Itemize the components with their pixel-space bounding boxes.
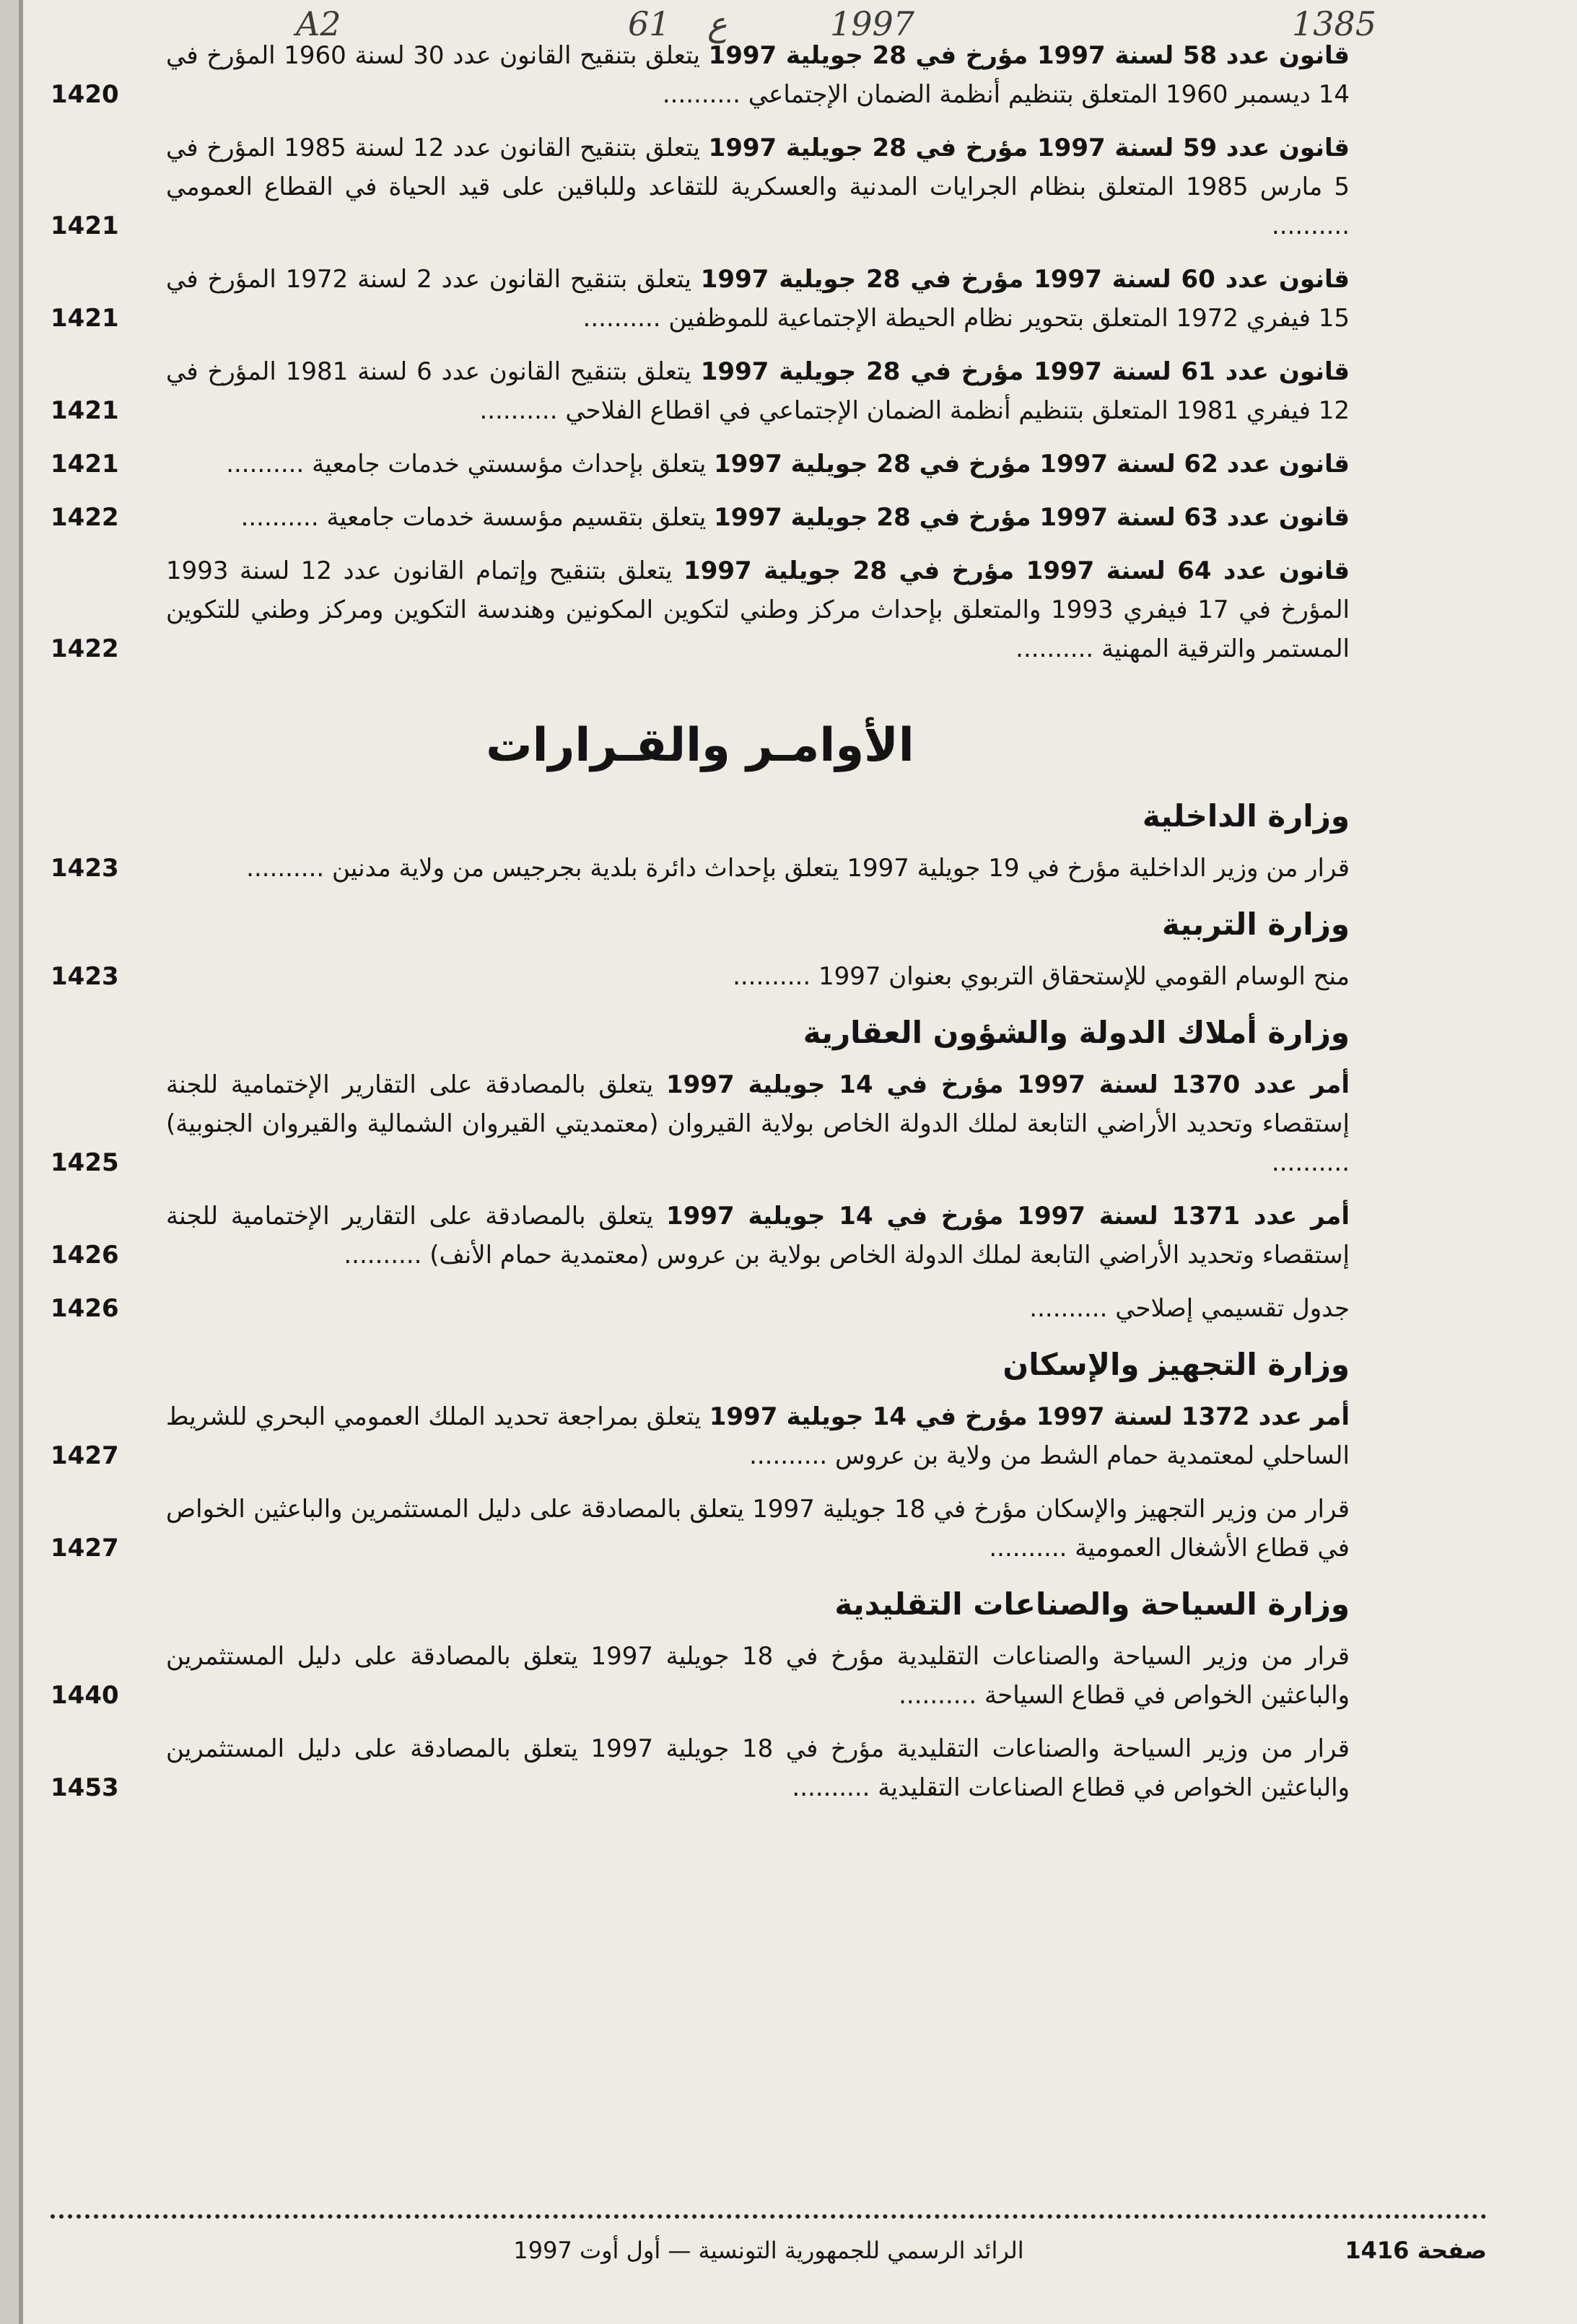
leader-dots: .......... — [246, 854, 333, 883]
entry-description: قرار من وزير الداخلية مؤرخ في 19 جويلية 1997 يتعلق بإحداث دائرة بلدية بجرجيس من ولاية مدنين — [332, 854, 1350, 883]
leader-dots: .......... — [792, 1773, 878, 1802]
table-of-contents — [51, 36, 1350, 1822]
toc-entry — [51, 36, 1350, 114]
toc-entry — [51, 1729, 1350, 1807]
page-ref: 1425 — [51, 1148, 119, 1177]
page-ref: 1422 — [51, 503, 119, 532]
page-ref: 1423 — [51, 854, 119, 883]
entry-text — [166, 1637, 1350, 1715]
leader-dots: .......... — [733, 962, 818, 991]
toc-entry — [51, 1065, 1350, 1182]
leader-dots: .......... — [582, 304, 669, 333]
page-ref: 1423 — [51, 962, 119, 991]
toc-entry — [51, 1637, 1350, 1715]
handwritten-note: 61 — [628, 4, 670, 43]
entry-text — [166, 1397, 1350, 1475]
leader-dots: .......... — [989, 1534, 1075, 1563]
leader-dots: .......... — [749, 1441, 835, 1470]
entry-text — [166, 260, 1350, 338]
entry-heading: أمر عدد 1370 لسنة 1997 مؤرخ في 14 جويلية 1997 — [665, 1070, 1350, 1099]
entry-heading: أمر عدد 1372 لسنة 1997 مؤرخ في 14 جويلية 1997 — [709, 1402, 1350, 1431]
entry-text — [166, 445, 1350, 484]
entry-description: يتعلق بإحداث مؤسستي خدمات جامعية — [312, 450, 715, 479]
page-ref: 1420 — [51, 80, 119, 109]
toc-entry — [51, 260, 1350, 338]
entry-text — [166, 957, 1350, 996]
entry-text — [166, 849, 1350, 888]
page-ref: 1421 — [51, 396, 119, 425]
page-ref: 1421 — [51, 450, 119, 479]
leader-dots: .......... — [1271, 211, 1350, 240]
ministry-heading: وزارة أملاك الدولة والشؤون العقارية — [803, 1015, 1350, 1050]
entry-heading: قانون عدد 62 لسنة 1997 مؤرخ في 28 جويلية 1997 — [714, 450, 1350, 479]
leader-dots: .......... — [1271, 1148, 1350, 1177]
entry-heading: قانون عدد 63 لسنة 1997 مؤرخ في 28 جويلية 1997 — [714, 503, 1350, 532]
entry-heading: قانون عدد 64 لسنة 1997 مؤرخ في 28 جويلية 1997 — [683, 556, 1350, 585]
ministry-heading: وزارة الداخلية — [1142, 798, 1350, 834]
page-ref: 1426 — [51, 1294, 119, 1323]
page-ref: 1422 — [51, 634, 119, 663]
leader-dots: .......... — [240, 503, 327, 532]
entry-description: يتعلق بتنقيح وإتمام القانون عدد 12 لسنة 1993 المؤرخ في 17 فيفري 1993 والمتعلق بإحداث مركز وطني لتكوين المكونين وهندسة التكوين ومركز وطني للتكوين المستمر والترقية المهنية — [166, 556, 1350, 663]
toc-entry — [51, 849, 1350, 888]
page-ref: 1440 — [51, 1681, 119, 1710]
entry-description: يتعلق بتقسيم مؤسسة خدمات جامعية — [326, 503, 715, 532]
toc-entry — [51, 498, 1350, 537]
footer-rule — [51, 2214, 1487, 2219]
ministry-heading: وزارة التجهيز والإسكان — [1002, 1347, 1350, 1382]
entry-description: قرار من وزير السياحة والصناعات التقليدية مؤرخ في 18 جويلية 1997 يتعلق بالمصادقة على دليل المستثمرين والباعثين الخواص في قطاع الصناعات التقليدية — [166, 1734, 1350, 1802]
entry-heading: قانون عدد 58 لسنة 1997 مؤرخ في 28 جويلية 1997 — [708, 41, 1350, 70]
page-ref: 1427 — [51, 1441, 119, 1470]
entry-heading: قانون عدد 60 لسنة 1997 مؤرخ في 28 جويلية 1997 — [700, 265, 1350, 294]
page-ref: 1427 — [51, 1534, 119, 1563]
ministry-heading: وزارة التربية — [1161, 907, 1350, 942]
page-ref: 1453 — [51, 1773, 119, 1802]
toc-entry — [51, 1289, 1350, 1328]
entry-text — [166, 551, 1350, 668]
leader-dots: .......... — [226, 450, 313, 479]
entry-text — [166, 1197, 1350, 1275]
entry-description: يتعلق بتنقيح القانون عدد 6 لسنة 1981 المؤرخ في 12 فيفري 1981 المتعلق بتنظيم أنظمة الضمان الإجتماعي في اقطاع الفلاحي — [166, 357, 1350, 425]
entry-text — [166, 498, 1350, 537]
entry-text — [166, 352, 1350, 430]
entry-description: يتعلق بالمصادقة على التقارير الإختمامية للجنة إستقصاء وتحديد الأراضي التابعة لملك الدولة الخاص بولاية القيروان (معتمديتي القيروان الشمالية والقيروان الجنوبية) — [166, 1070, 1350, 1138]
toc-entry — [51, 1197, 1350, 1275]
handwritten-note: ع — [707, 4, 728, 43]
toc-entry — [51, 1490, 1350, 1568]
entry-description: يتعلق بتنقيح القانون عدد 2 لسنة 1972 المؤرخ في 15 فيفري 1972 المتعلق بتحوير نظام الحيطة الإجتماعية للموظفين — [166, 265, 1350, 333]
entry-description: قرار من وزير السياحة والصناعات التقليدية مؤرخ في 18 جويلية 1997 يتعلق بالمصادقة على دليل المستثمرين والباعثين الخواص في قطاع السياحة — [166, 1642, 1350, 1710]
entry-description: يتعلق بمراجعة تحديد الملك العمومي البحري للشريط الساحلي لمعتمدية حمام الشط من ولاية بن عروس — [166, 1402, 1350, 1470]
toc-entry — [51, 957, 1350, 996]
handwritten-note: 1997 — [830, 4, 915, 43]
laws-list — [51, 36, 1350, 668]
toc-entry — [51, 128, 1350, 245]
entry-text — [166, 1729, 1350, 1807]
toc-entry — [51, 445, 1350, 484]
leader-dots: .......... — [1029, 1294, 1116, 1323]
handwritten-note: 1385 — [1292, 4, 1377, 43]
entry-description: يتعلق بتنقيح القانون عدد 12 لسنة 1985 المؤرخ في 5 مارس 1985 المتعلق بنظام الجرايات المدنية والعسكرية للتقاعد وللباقين على قيد الحياة في القطاع العمومي — [166, 134, 1350, 201]
entry-description: قرار من وزير التجهيز والإسكان مؤرخ في 18 جويلية 1997 يتعلق بالمصادقة على دليل المستثمرين والباعثين الخواص في قطاع الأشغال العمومية — [166, 1495, 1350, 1563]
section-title: الأوامـر والقـرارات — [486, 719, 914, 772]
page-ref: 1421 — [51, 211, 119, 240]
entry-description: يتعلق بتنقيح القانون عدد 30 لسنة 1960 المؤرخ في 14 ديسمبر 1960 المتعلق بتنظيم أنظمة الضمان الإجتماعي — [166, 41, 1350, 109]
entry-description: منح الوسام القومي للإستحقاق التربوي بعنوان 1997 — [818, 962, 1350, 991]
toc-entry — [51, 352, 1350, 430]
toc-entry — [51, 1397, 1350, 1475]
entry-text — [166, 36, 1350, 114]
journal-title: الرائد الرسمي للجمهورية التونسية — أول أوت 1997 — [513, 2237, 1024, 2264]
entry-text — [166, 1289, 1350, 1328]
leader-dots: .......... — [662, 80, 748, 109]
page-ref: 1426 — [51, 1241, 119, 1270]
leader-dots: .......... — [899, 1681, 984, 1710]
toc-entry — [51, 551, 1350, 668]
entry-heading: أمر عدد 1371 لسنة 1997 مؤرخ في 14 جويلية 1997 — [665, 1202, 1350, 1231]
entry-text — [166, 1490, 1350, 1568]
leader-dots: .......... — [344, 1241, 430, 1270]
handwritten-note: A2 — [296, 4, 341, 43]
page-binding-shadow — [19, 0, 23, 2324]
page-ref: 1421 — [51, 304, 119, 333]
entry-text — [166, 128, 1350, 245]
leader-dots: .......... — [479, 396, 566, 425]
entry-heading: قانون عدد 59 لسنة 1997 مؤرخ في 28 جويلية 1997 — [708, 134, 1350, 162]
entry-heading: قانون عدد 61 لسنة 1997 مؤرخ في 28 جويلية 1997 — [700, 357, 1350, 386]
page-binding-edge — [0, 0, 19, 2324]
entry-text — [166, 1065, 1350, 1182]
entry-description: جدول تقسيمي إصلاحي — [1115, 1294, 1350, 1323]
entry-description: يتعلق بالمصادقة على التقارير الإختمامية للجنة إستقصاء وتحديد الأراضي التابعة لملك الدولة الخاص بولاية بن عروس (معتمدية حمام الأنف) — [166, 1202, 1350, 1270]
ministries-list — [51, 794, 1350, 1807]
ministry-heading: وزارة السياحة والصناعات التقليدية — [834, 1586, 1350, 1622]
page-number: صفحة 1416 — [1345, 2237, 1487, 2264]
leader-dots: .......... — [1015, 634, 1102, 663]
